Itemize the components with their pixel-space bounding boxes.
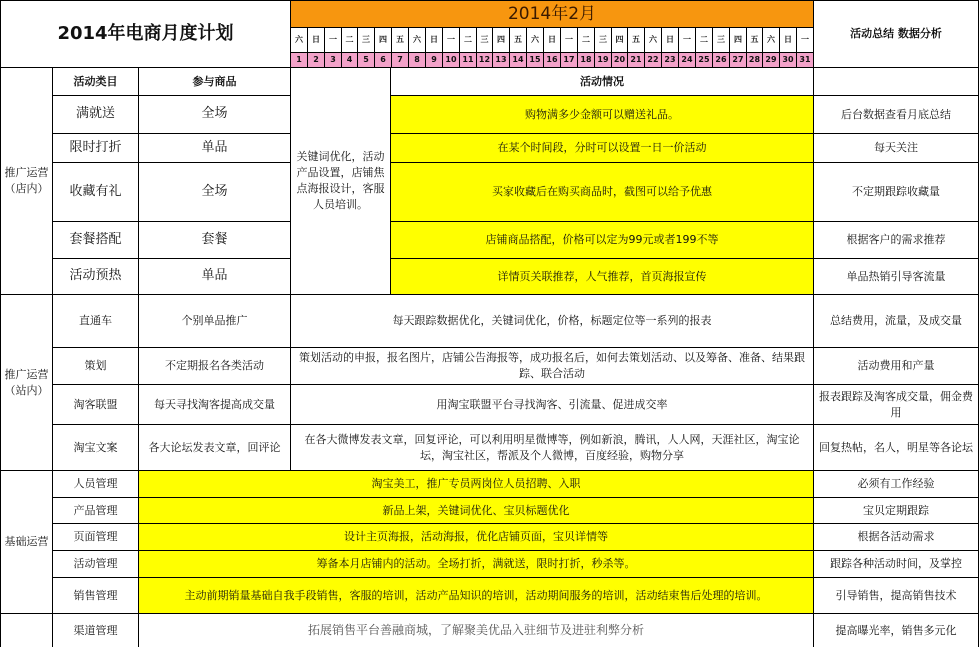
row-category: 淘客联盟 bbox=[52, 384, 139, 425]
row-summary: 不定期跟踪收藏量 bbox=[813, 162, 979, 222]
shared-note-cell: 关键词优化，活动产品设置，店铺焦点海报设计，客服人员培训。 bbox=[290, 67, 391, 295]
row-summary: 提高曝光率，销售多元化 bbox=[813, 613, 979, 647]
row-activity: 买家收藏后在购买商品时，截图可以给予优惠 bbox=[390, 162, 814, 222]
row-product: 不定期报名各类活动 bbox=[138, 347, 291, 385]
row-summary: 活动费用和产量 bbox=[813, 347, 979, 385]
day-number-cell: 12 bbox=[476, 52, 493, 68]
row-summary: 必须有工作经验 bbox=[813, 470, 979, 498]
day-number-cell: 13 bbox=[492, 52, 510, 68]
day-number-cell: 23 bbox=[661, 52, 679, 68]
row-activity: 在某个时间段，分时可以设置一日一价活动 bbox=[390, 133, 814, 163]
weekday-cell: 三 bbox=[357, 27, 375, 53]
row-category: 限时打折 bbox=[52, 133, 139, 163]
day-number-cell: 6 bbox=[374, 52, 392, 68]
weekday-cell: 一 bbox=[324, 27, 342, 53]
row-category: 产品管理 bbox=[52, 497, 139, 524]
row-summary: 根据各活动需求 bbox=[813, 523, 979, 551]
row-category: 渠道管理 bbox=[52, 613, 139, 647]
row-product: 各大论坛发表文章，回评论 bbox=[138, 424, 291, 471]
weekday-cell: 日 bbox=[425, 27, 443, 53]
row-category: 满就送 bbox=[52, 95, 139, 134]
day-number-cell: 29 bbox=[762, 52, 780, 68]
sheet-title: 2014年电商月度计划 bbox=[0, 0, 291, 68]
weekday-cell: 一 bbox=[442, 27, 460, 53]
weekday-cell: 日 bbox=[543, 27, 561, 53]
group-onsite-label: 推广运营（站内） bbox=[0, 294, 53, 471]
day-number-cell: 19 bbox=[594, 52, 612, 68]
day-number-cell: 15 bbox=[526, 52, 544, 68]
weekday-cell: 一 bbox=[560, 27, 578, 53]
day-number-cell: 17 bbox=[560, 52, 578, 68]
weekday-cell: 四 bbox=[374, 27, 392, 53]
row-summary: 回复热帖，名人，明星等各论坛 bbox=[813, 424, 979, 471]
row-product: 全场 bbox=[138, 162, 291, 222]
row-activity: 设计主页海报，活动海报，优化店铺页面，宝贝详情等 bbox=[138, 523, 814, 551]
row-activity: 在各大微博发表文章，回复评论，可以利用明星微博等，例如新浪，腾讯，人人网，天涯社区，淘宝论坛，淘宝社区，帮派及个人微博，百度经验，购物分享 bbox=[290, 424, 814, 471]
day-number-cell: 9 bbox=[425, 52, 443, 68]
row-activity: 店铺商品搭配，价格可以定为99元或者199不等 bbox=[390, 221, 814, 259]
row-product: 套餐 bbox=[138, 221, 291, 259]
weekday-cell: 二 bbox=[695, 27, 713, 53]
weekday-cell: 五 bbox=[627, 27, 645, 53]
weekday-cell: 日 bbox=[661, 27, 679, 53]
day-number-cell: 18 bbox=[577, 52, 595, 68]
header-product: 参与商品 bbox=[138, 67, 291, 96]
row-category: 套餐搭配 bbox=[52, 221, 139, 259]
header-category: 活动类目 bbox=[52, 67, 139, 96]
row-product: 单品 bbox=[138, 133, 291, 163]
row-activity: 筹备本月店铺内的活动。全场打折，满就送，限时打折，秒杀等。 bbox=[138, 550, 814, 578]
row-summary: 引导销售，提高销售技术 bbox=[813, 577, 979, 614]
weekday-cell: 二 bbox=[459, 27, 477, 53]
header-summary-blank bbox=[813, 67, 979, 96]
day-number-cell: 27 bbox=[729, 52, 747, 68]
row-summary: 单品热销引导客流量 bbox=[813, 258, 979, 295]
month-header: 2014年2月 bbox=[290, 0, 814, 28]
day-number-cell: 26 bbox=[712, 52, 730, 68]
weekday-cell: 五 bbox=[391, 27, 409, 53]
day-number-cell: 2 bbox=[307, 52, 325, 68]
day-number-cell: 1 bbox=[290, 52, 308, 68]
row-product: 个别单品推广 bbox=[138, 294, 291, 348]
row-category: 活动预热 bbox=[52, 258, 139, 295]
day-number-cell: 22 bbox=[644, 52, 662, 68]
day-number-cell: 3 bbox=[324, 52, 342, 68]
weekday-cell: 五 bbox=[509, 27, 527, 53]
day-number-cell: 14 bbox=[509, 52, 527, 68]
day-number-cell: 4 bbox=[341, 52, 358, 68]
row-category: 销售管理 bbox=[52, 577, 139, 614]
weekday-cell: 三 bbox=[476, 27, 493, 53]
row-activity: 拓展销售平台善融商城，了解聚美优品入驻细节及进驻利弊分析 bbox=[138, 613, 814, 647]
weekday-cell: 六 bbox=[408, 27, 426, 53]
row-activity: 详情页关联推荐，人气推荐，首页海报宣传 bbox=[390, 258, 814, 295]
day-number-cell: 21 bbox=[627, 52, 645, 68]
row-activity: 主动前期销量基础自我手段销售，客服的培训，活动产品知识的培训，活动期间服务的培训，活动结束售后处理的培训。 bbox=[138, 577, 814, 614]
day-number-cell: 7 bbox=[391, 52, 409, 68]
weekday-cell: 三 bbox=[712, 27, 730, 53]
weekday-cell: 四 bbox=[611, 27, 628, 53]
day-number-cell: 28 bbox=[746, 52, 763, 68]
row-activity: 淘宝美工，推广专员两岗位人员招聘、入职 bbox=[138, 470, 814, 498]
weekday-cell: 二 bbox=[341, 27, 358, 53]
row-product: 全场 bbox=[138, 95, 291, 134]
weekday-cell: 四 bbox=[492, 27, 510, 53]
row-summary: 宝贝定期跟踪 bbox=[813, 497, 979, 524]
header-activity: 活动情况 bbox=[390, 67, 814, 96]
row-summary: 每天关注 bbox=[813, 133, 979, 163]
weekday-cell: 一 bbox=[796, 27, 814, 53]
weekday-cell: 六 bbox=[762, 27, 780, 53]
row-activity: 用淘宝联盟平台寻找淘客、引流量、促进成交率 bbox=[290, 384, 814, 425]
weekday-cell: 二 bbox=[577, 27, 595, 53]
day-number-cell: 25 bbox=[695, 52, 713, 68]
weekday-cell: 五 bbox=[746, 27, 763, 53]
day-number-cell: 31 bbox=[796, 52, 814, 68]
day-number-cell: 11 bbox=[459, 52, 477, 68]
row-activity: 每天跟踪数据优化，关键词优化，价格，标题定位等一系列的报表 bbox=[290, 294, 814, 348]
row-activity: 新品上架，关键词优化、宝贝标题优化 bbox=[138, 497, 814, 524]
day-number-cell: 5 bbox=[357, 52, 375, 68]
group-channel-label bbox=[0, 613, 53, 647]
group-instore-label: 推广运营（店内） bbox=[0, 67, 53, 295]
day-number-cell: 16 bbox=[543, 52, 561, 68]
row-summary: 报表跟踪及淘客成交量，佣金费用 bbox=[813, 384, 979, 425]
row-activity: 购物满多少金额可以赠送礼品。 bbox=[390, 95, 814, 134]
weekday-cell: 六 bbox=[526, 27, 544, 53]
summary-header: 活动总结 数据分析 bbox=[813, 0, 979, 68]
day-number-cell: 20 bbox=[611, 52, 628, 68]
day-number-cell: 24 bbox=[678, 52, 696, 68]
group-basic-label: 基础运营 bbox=[0, 470, 53, 614]
weekday-cell: 日 bbox=[307, 27, 325, 53]
row-activity: 策划活动的申报，报名图片，店铺公告海报等，成功报名后，如何去策划活动、以及筹备、准备、结果跟踪、联合活动 bbox=[290, 347, 814, 385]
weekday-cell: 日 bbox=[779, 27, 797, 53]
weekday-cell: 四 bbox=[729, 27, 747, 53]
weekday-cell: 六 bbox=[644, 27, 662, 53]
row-product: 每天寻找淘客提高成交量 bbox=[138, 384, 291, 425]
row-summary: 跟踪各种活动时间，及掌控 bbox=[813, 550, 979, 578]
row-category: 页面管理 bbox=[52, 523, 139, 551]
weekday-cell: 三 bbox=[594, 27, 612, 53]
day-number-cell: 8 bbox=[408, 52, 426, 68]
row-category: 直通车 bbox=[52, 294, 139, 348]
row-product: 单品 bbox=[138, 258, 291, 295]
row-category: 活动管理 bbox=[52, 550, 139, 578]
row-summary: 后台数据查看月底总结 bbox=[813, 95, 979, 134]
day-number-cell: 30 bbox=[779, 52, 797, 68]
row-category: 淘宝文案 bbox=[52, 424, 139, 471]
weekday-cell: 一 bbox=[678, 27, 696, 53]
row-category: 人员管理 bbox=[52, 470, 139, 498]
weekday-cell: 六 bbox=[290, 27, 308, 53]
row-category: 收藏有礼 bbox=[52, 162, 139, 222]
row-summary: 总结费用，流量，及成交量 bbox=[813, 294, 979, 348]
row-category: 策划 bbox=[52, 347, 139, 385]
day-number-cell: 10 bbox=[442, 52, 460, 68]
row-summary: 根据客户的需求推荐 bbox=[813, 221, 979, 259]
